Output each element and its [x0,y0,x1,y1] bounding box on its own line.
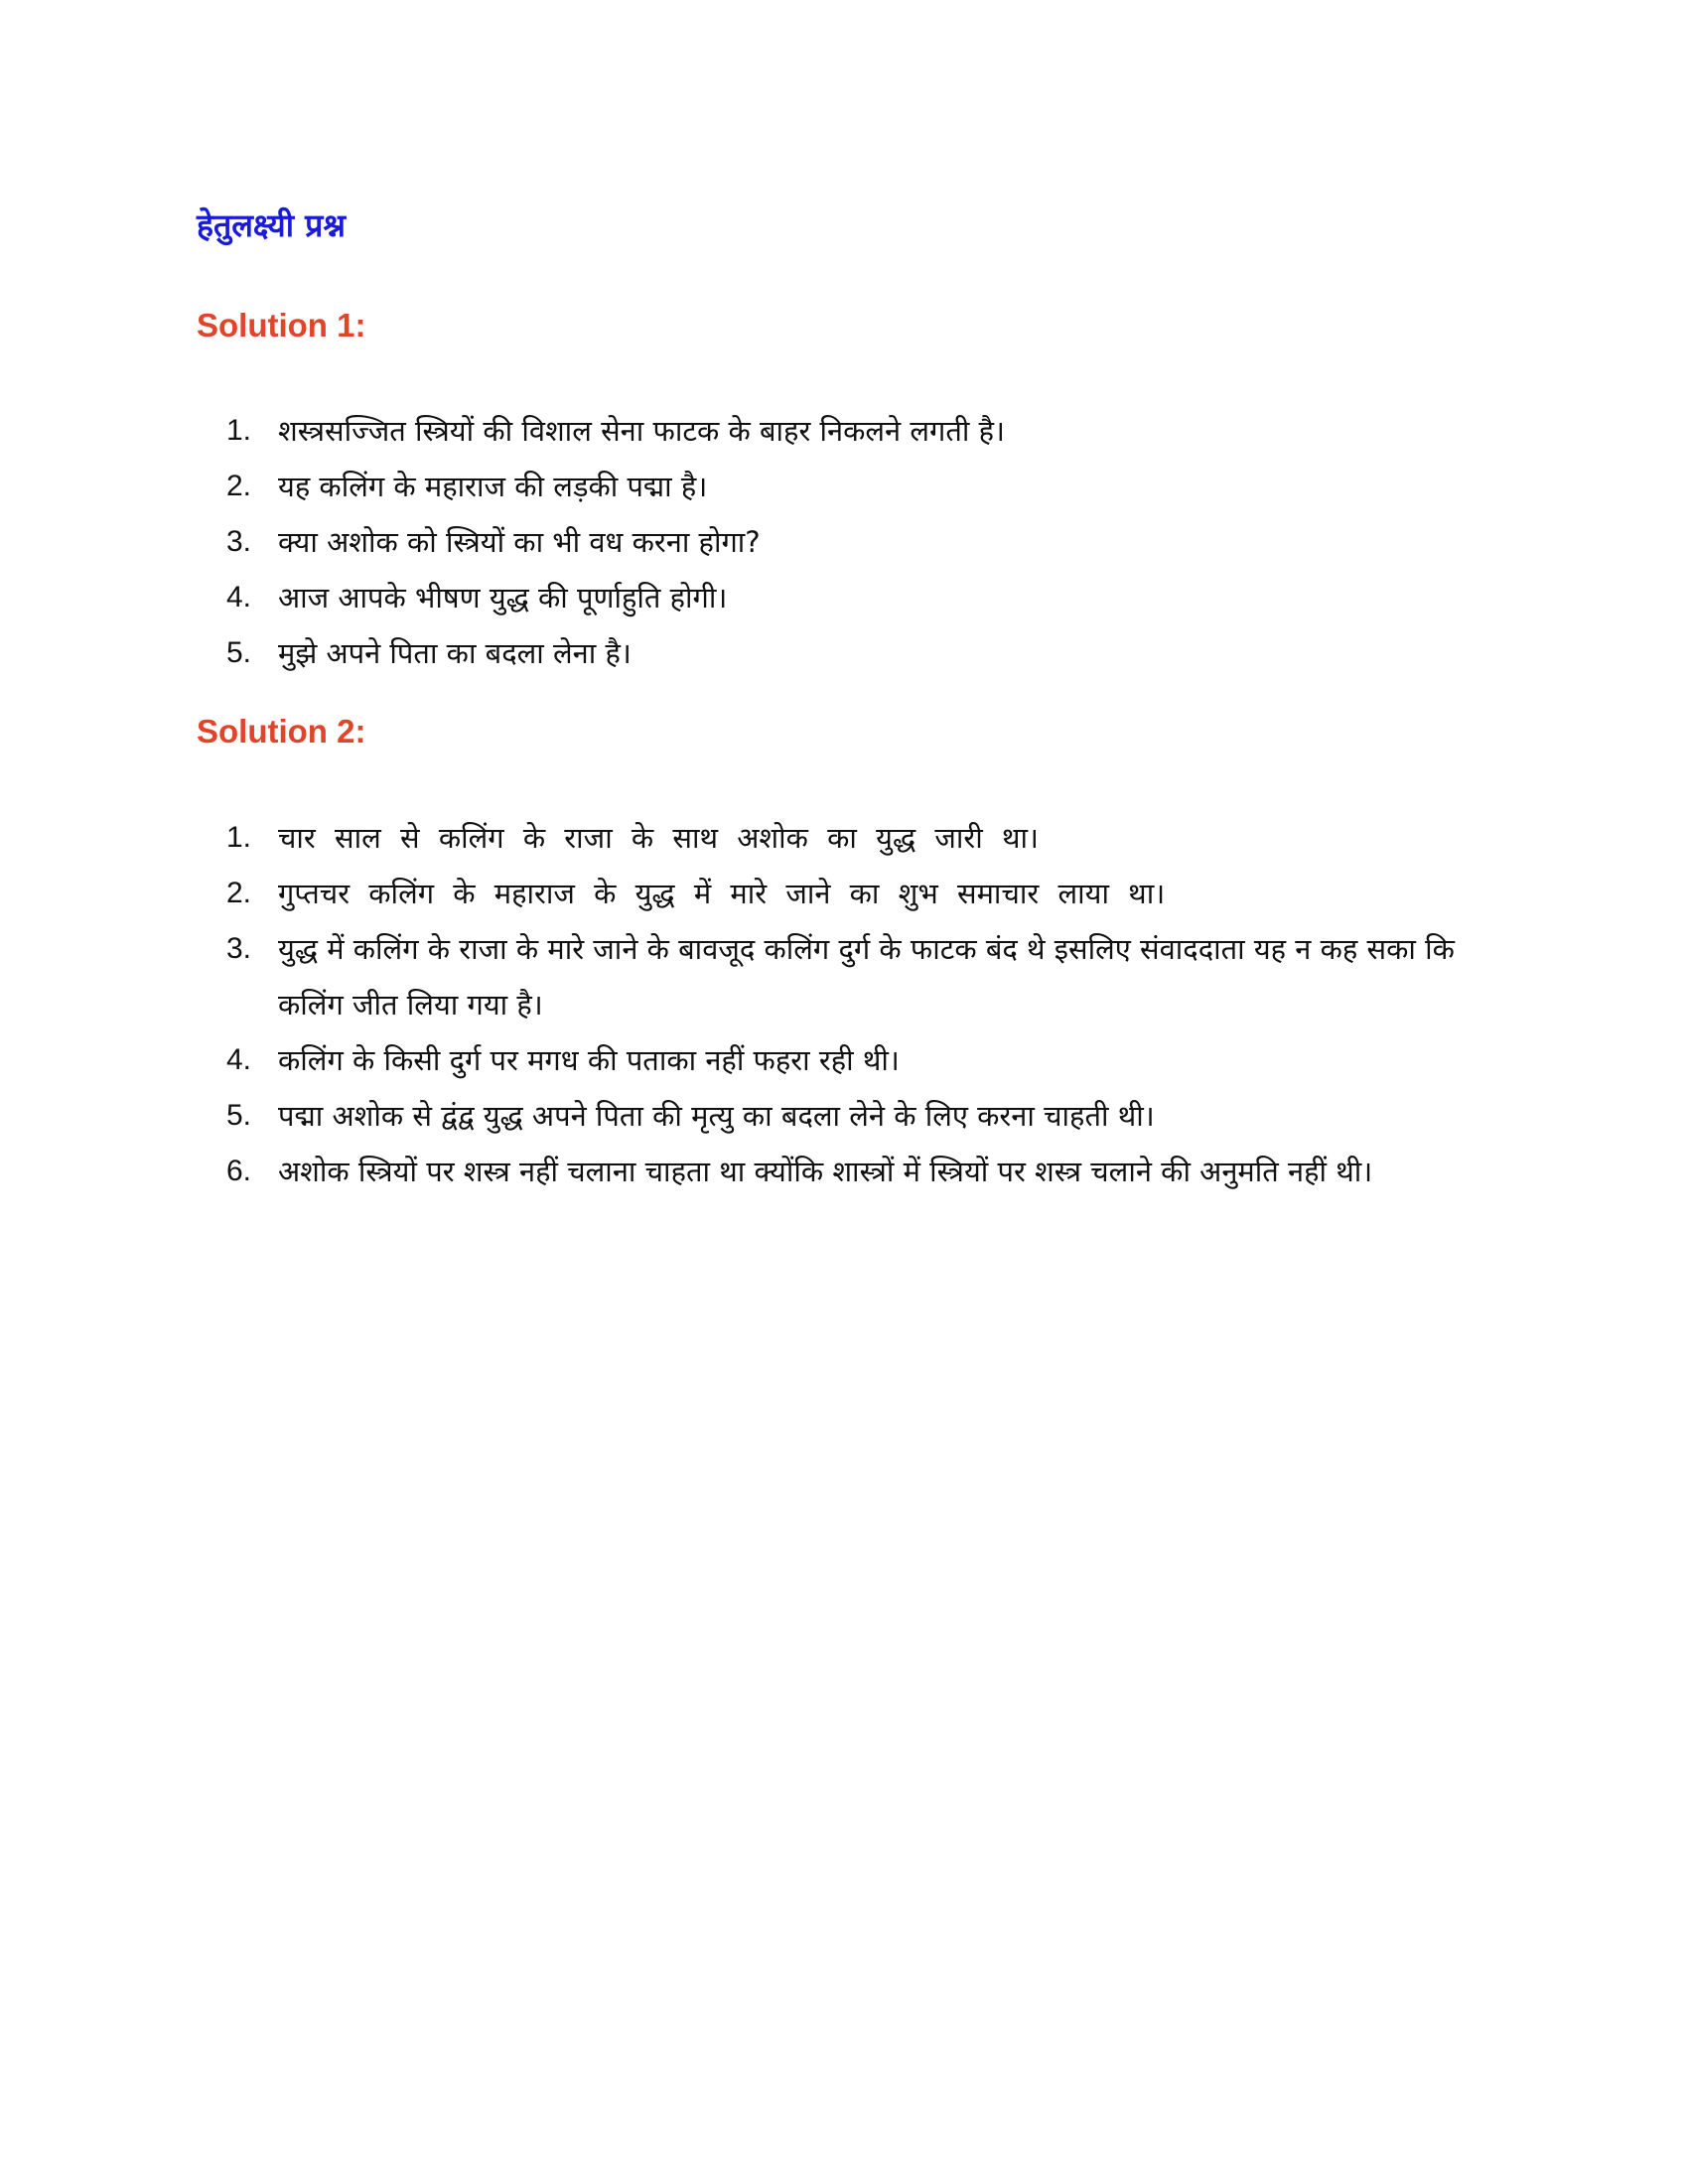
list-item [226,1032,1477,1088]
solution-2-title: Solution 2: [197,713,366,750]
item-text: पद्मा अशोक से द्वंद्व युद्ध अपने पिता की मृत्यु का बदला लेने के लिए करना चाहती थी। [278,1099,1155,1133]
item-number: 3. [226,932,252,965]
list-item [226,1144,1477,1199]
item-text: आज आपके भीषण युद्ध की पूर्णाहुति होगी। [278,581,728,614]
item-number: 5. [226,636,252,669]
item-text: मुझे अपने पिता का बदला लेना है। [278,636,632,670]
item-text: कलिंग के किसी दुर्ग पर मगध की पताका नहीं फहरा रही थी। [278,1043,900,1077]
list-item [226,866,1477,921]
list-item [226,921,1477,1032]
solution-1-list [226,403,1477,681]
item-number: 5. [226,1099,252,1132]
item-text: चार साल से कलिंग के राजा के साथ अशोक का युद्ध जारी था। [278,821,1040,855]
list-item [226,810,1477,866]
list-item [226,514,1477,570]
item-number: 2. [226,470,252,502]
item-number: 4. [226,1043,252,1076]
item-number: 2. [226,877,252,909]
list-item [226,459,1477,514]
solution-2-list [226,810,1477,1199]
list-item [226,625,1477,681]
item-text: अशोक स्त्रियों पर शस्त्र नहीं चलाना चाहता था क्योंकि शास्त्रों में स्त्रियों पर शस्त्र चलाने की अनुमति नहीं थी। [278,1155,1373,1188]
item-number: 4. [226,581,252,614]
item-text: यह कलिंग के महाराज की लड़की पद्मा है। [278,470,708,503]
item-text: शस्त्रसज्जित स्त्रियों की विशाल सेना फाटक के बाहर निकलने लगती है। [278,414,1006,448]
item-text: युद्ध में कलिंग के राजा के मारे जाने के बावजूद कलिंग दुर्ग के फाटक बंद थे इसलिए संवाददाता यह न कह सका कि कलिंग जीत लिया गया है। [278,932,1455,1022]
solution-1-title: Solution 1: [197,307,366,343]
section-heading: हेतुलक्ष्यी प्रश्न [197,206,346,244]
item-number: 6. [226,1155,252,1187]
list-item [226,403,1477,459]
item-text: गुप्तचर कलिंग के महाराज के युद्ध में मारे जाने का शुभ समाचार लाया था। [278,877,1166,910]
list-item [226,570,1477,625]
list-item [226,1088,1477,1144]
item-text: क्या अशोक को स्त्रियों का भी वध करना होगा? [278,525,761,559]
item-number: 3. [226,525,252,558]
item-number: 1. [226,414,252,447]
item-number: 1. [226,821,252,854]
